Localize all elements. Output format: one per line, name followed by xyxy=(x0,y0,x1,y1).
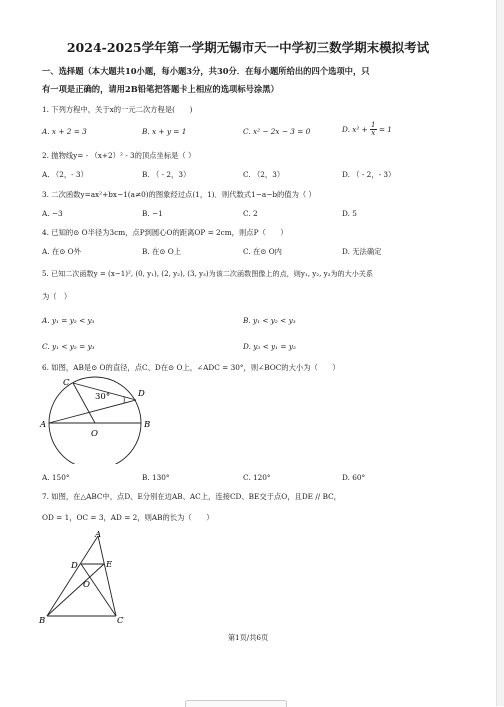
q3-option-c: C. 2 xyxy=(243,210,258,217)
q2-option-c: C. （2，3） xyxy=(243,171,284,178)
q6-stem: 6. 如图，AB是⊙ O的直径，点C、D在⊙ O上，∠ADC = 30°，则∠BOC的大小为（ ） xyxy=(42,364,340,371)
q1-option-c: C. x² − 2x − 3 = 0 xyxy=(243,128,310,135)
section1-heading-line2: 有一项是正确的，请用2B铅笔把答题卡上相应的选项标号涂黑） xyxy=(42,85,279,93)
section1-heading-line1: 一、选择题（本大题共10小题，每小题3分，共30分．在每小题所给出的四个选项中，只 xyxy=(42,67,370,75)
q1-option-a: A. x + 2 = 3 xyxy=(42,128,87,135)
q1-option-b: B. x + y = 1 xyxy=(142,128,186,135)
q2-stem: 2. 抛物线y= - （x+2）² - 3的顶点坐标是（ ） xyxy=(42,152,195,159)
q4-option-d: D. 无法确定 xyxy=(342,248,381,255)
q6-angle-label: 30° xyxy=(95,392,110,402)
q2-option-d: D. （ - 2，- 3） xyxy=(342,171,395,178)
q4-stem: 4. 已知的⊙ O半径为3cm，点P到圆心O的距离OP = 2cm，则点P（ ） xyxy=(42,229,288,236)
q6-label-a: A xyxy=(39,420,46,430)
q7-side-ac xyxy=(98,536,116,616)
page-edge-shadow xyxy=(496,0,504,706)
q5-option-a: A. y₁ = y₂ < y₃ xyxy=(42,317,95,324)
q1-option-d xyxy=(342,122,392,138)
q1-option-d-fraction xyxy=(370,122,376,138)
q6-label-o: O xyxy=(91,429,98,439)
q6-segment-oc xyxy=(73,383,95,423)
q2-option-b: B. （ - 2，3） xyxy=(142,171,190,178)
q6-segment-ad xyxy=(49,400,136,423)
q1-option-d-denominator: x xyxy=(370,130,376,137)
q6-circle-figure xyxy=(36,374,156,464)
q7-label-o: O xyxy=(83,580,90,590)
q7-label-d: D xyxy=(70,561,78,571)
q5-option-b: B. y₁ < y₂ < y₃ xyxy=(243,317,296,324)
q1-stem: 1. 下列方程中，关于x的一元二次方程是( ) xyxy=(42,106,192,113)
q6-label-d: D xyxy=(137,389,145,399)
q1-option-d-prefix: D. x² + xyxy=(342,125,368,134)
q6-option-c: C. 120° xyxy=(243,474,271,481)
q6-label-c: C xyxy=(63,378,70,388)
q7-stem-continued: OD = 1，OC = 3，AD = 2，则AB的长为（ ） xyxy=(42,514,214,521)
q5-option-c: C. y₁ < y₂ = y₃ xyxy=(42,343,95,350)
q6-option-b: B. 130° xyxy=(142,474,170,481)
q7-label-e: E xyxy=(105,560,113,570)
q1-option-d-suffix: = 1 xyxy=(379,125,392,134)
q4-option-b: B. 在⊙ O上 xyxy=(142,248,181,255)
page-title: 2024-2025学年第一学期无锡市天一中学初三数学期末模拟考试 xyxy=(0,42,496,55)
q6-circle xyxy=(49,377,141,464)
q6-option-a: A. 150° xyxy=(42,474,70,481)
q2-option-a: A. （2，- 3） xyxy=(42,171,88,178)
q7-label-a: A xyxy=(94,530,101,540)
page-footer: 第1页/共6页 xyxy=(0,634,496,641)
q7-segment-cd xyxy=(81,564,116,616)
q4-option-a: A. 在⊙ O外 xyxy=(42,248,81,255)
q5-stem: 5. 已知二次函数y = (x−1)², (0, y₁), (2, y₂), (3, y₃)为该二次函数图像上的点，则y₁, y₂, y₃为的大小关系 xyxy=(42,270,373,277)
q4-option-c: C. 在⊙ O内 xyxy=(243,248,282,255)
q1-option-d-numerator: 1 xyxy=(370,122,376,130)
q3-option-b: B. −1 xyxy=(142,210,163,217)
q7-label-c: C xyxy=(117,616,124,626)
q5-option-d: D. y₃ < y₁ = y₂ xyxy=(243,343,296,350)
q3-stem: 3. 二次函数y=ax²+bx−1(a≠0)的图象经过点(1，1)．则代数式1−a−b的值为（ ） xyxy=(42,191,316,198)
q7-stem: 7. 如图，在△ABC中，点D、E分别在边AB、AC上，连接CD、BE交于点O，且DE // BC， xyxy=(42,493,341,500)
q6-label-b: B xyxy=(143,420,150,430)
q6-option-d: D. 60° xyxy=(342,474,365,481)
q5-stem-continued: 为（ ） xyxy=(42,293,71,300)
q7-label-b: B xyxy=(38,616,45,626)
q3-option-a: A. −3 xyxy=(42,210,63,217)
q3-option-d: D. 5 xyxy=(342,210,357,217)
q7-triangle-figure xyxy=(36,530,136,626)
